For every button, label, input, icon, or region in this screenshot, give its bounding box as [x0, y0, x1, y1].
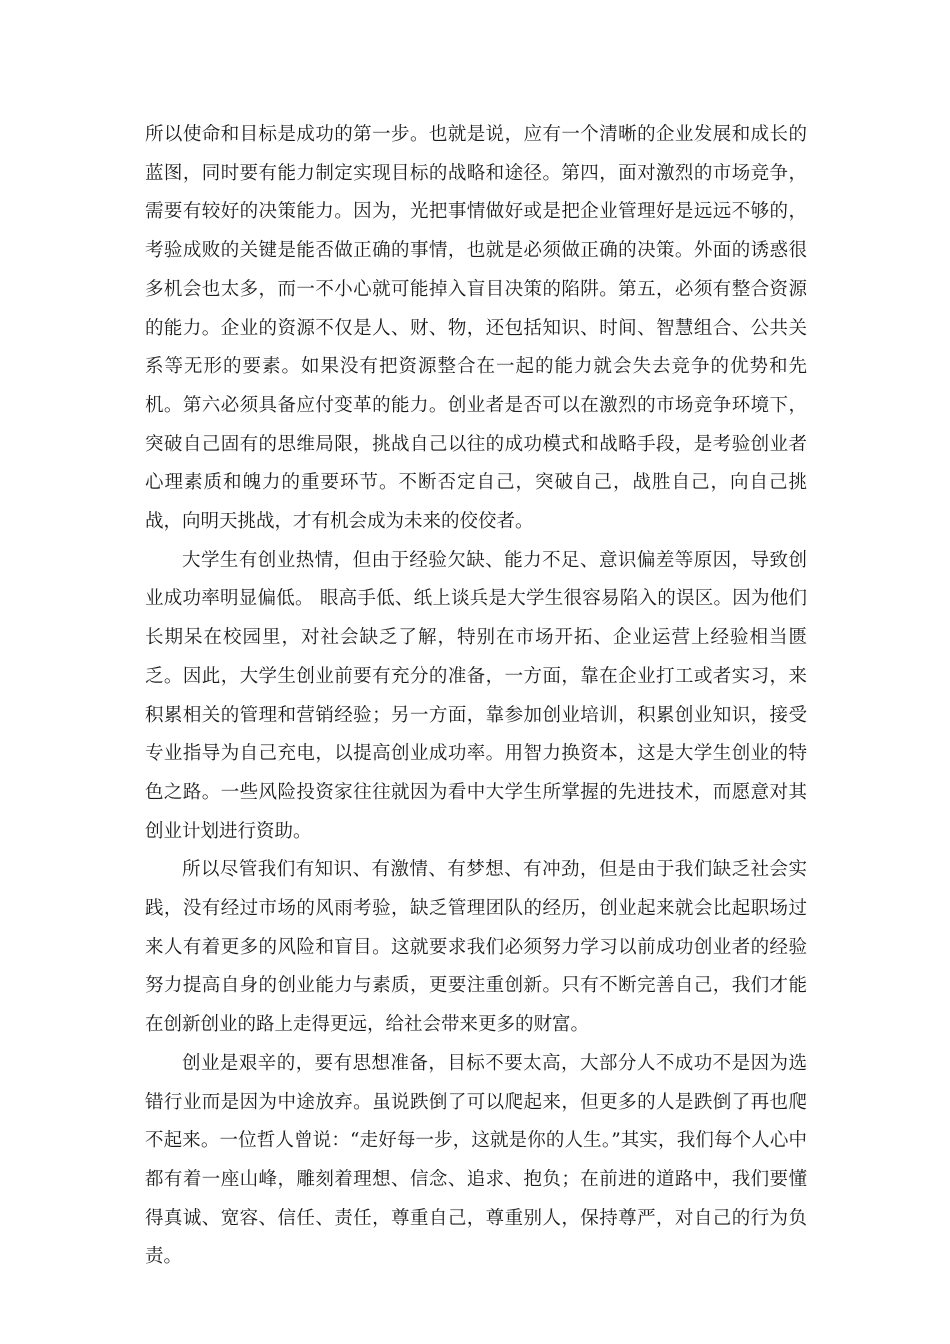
paragraph-entrepreneurship-students: 大学生有创业热情，但由于经验欠缺、能力不足、意识偏差等原因，导致创业成功率明显偏低。 眼高手低、纸上谈兵是大学生很容易陷入的误区。因为他们长期呆在校园里，对社会缺乏了解，特别在市场开拓、企业运营上经验相当匮乏。因此，大学生创业前要有充分的准备，一方面，靠在企业打工或者实习，来积累相关的管理和营销经验；另一方面，靠参加创业培训，积累创业知识，接受专业指导为自己充电，以提高创业成功率。用智力换资本，这是大学生创业的特色之路。一些风险投资家往往就因为看中大学生所掌握的先进技术，而愿意对其创业计划进行资助。 — [145, 549, 807, 842]
paragraph-perseverance: 创业是艰辛的，要有思想准备，目标不要太高，大部分人不成功不是因为选错行业而是因为中途放弃。虽说跌倒了可以爬起来，但更多的人是跌倒了再也爬不起来。一位哲人曾说：“走好每一步，这就是你的人生。”其实，我们每个人心中都有着一座山峰，雕刻着理想、信念、追求、抱负；在前进的道路中，我们要懂得真诚、宽容、信任、责任，尊重自己，尊重别人，保持尊严，对自己的行为负责。 — [145, 1052, 807, 1268]
document-body — [145, 116, 807, 1277]
paragraph-practice-and-innovation: 所以尽管我们有知识、有激情、有梦想、有冲劲，但是由于我们缺乏社会实践，没有经过市场的风雨考验，缺乏管理团队的经历，创业起来就会比起职场过来人有着更多的风险和盲目。这就要求我们必须努力学习以前成功创业者的经验努力提高自身的创业能力与素质，更要注重创新。只有不断完善自己，我们才能在创新创业的路上走得更远，给社会带来更多的财富。 — [145, 859, 807, 1036]
paragraph-continuation: 所以使命和目标是成功的第一步。也就是说，应有一个清晰的企业发展和成长的蓝图，同时要有能力制定实现目标的战略和途径。第四，面对激烈的市场竞争，需要有较好的决策能力。因为，光把事情做好或是把企业管理好是远远不够的，考验成败的关键是能否做正确的事情，也就是必须做正确的决策。外面的诱惑很多机会也太多，而一不小心就可能掉入盲目决策的陷阱。第五，必须有整合资源的能力。企业的资源不仅是人、财、物，还包括知识、时间、智慧组合、公共关系等无形的要素。如果没有把资源整合在一起的能力就会失去竞争的优势和先机。第六必须具备应付变革的能力。创业者是否可以在激烈的市场竞争环境下，突破自己固有的思维局限，挑战自己以往的成功模式和战略手段，是考验创业者心理素质和魄力的重要环节。不断否定自己，突破自己，战胜自己，向自己挑战，向明天挑战，才有机会成为未来的佼佼者。 — [145, 124, 807, 533]
